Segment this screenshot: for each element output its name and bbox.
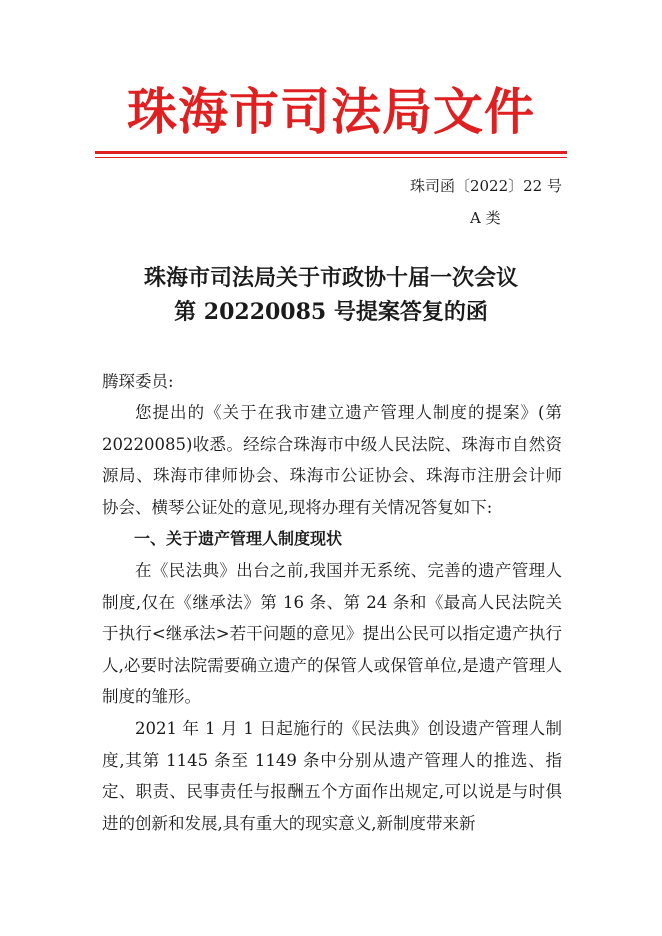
paragraph-intro: 您提出的《关于在我市建立遗产管理人制度的提案》(第 20220085)收悉。经综合珠海市中级人民法院、珠海市自然资源局、珠海市律师协会、珠海市公证协会、珠海市注册会计师协会、横琴公证处的意见,现将办理有关情况答复如下: (102, 403, 562, 517)
document-title-line-1: 珠海市司法局关于市政协十届一次会议 (143, 265, 518, 291)
salutation: 腾琛委员: (102, 372, 174, 391)
section-heading-1: 一、关于遗产管理人制度现状 (134, 529, 343, 548)
masthead-rule-thick (95, 151, 567, 154)
paragraph-history: 在《民法典》出台之前,我国并无系统、完善的遗产管理人制度,仅在《继承法》第 16 条、第 24 条和《最高人民法院关于执行<继承法>若干问题的意见》提出公民可以指定遗产执行人,必要时法院需要确立遗产的保管人或保管单位,是遗产管理人制度的雏形。 (102, 561, 562, 706)
masthead-rule-thin (95, 157, 567, 158)
document-title-line-2: 第 20220085 号提案答复的函 (174, 299, 488, 325)
masthead-title: 珠海市司法局文件 (127, 82, 535, 141)
paragraph-civil-code: 2021 年 1 月 1 日起施行的《民法典》创设遗产管理人制度,其第 1145 条至 1149 条中分别从遗产管理人的推选、指定、职责、民事责任与报酬五个方面作出规定,可以说是与时俱进的创新和发展,具有重大的现实意义,新制度带来新 (102, 719, 562, 833)
document-class: A 类 (470, 209, 501, 227)
document-number: 珠司函〔2022〕22 号 (409, 177, 562, 195)
